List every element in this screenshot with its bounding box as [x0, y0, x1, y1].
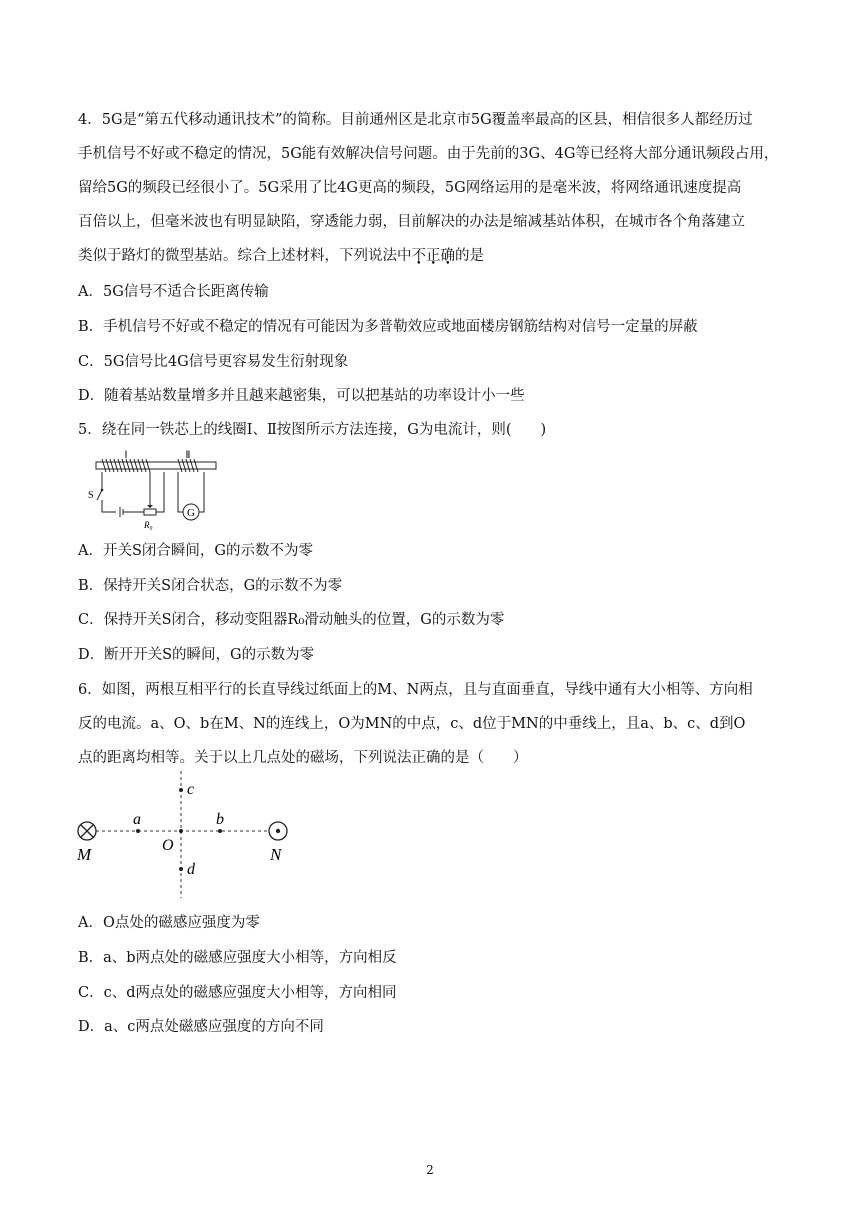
q6-option-c: C．c、d两点处的磁感应强度大小相等，方向相同 — [78, 985, 397, 1001]
q4-line-1: 4．5G是“第五代移动通讯技术”的简称。目前通州区是北京市5G覆盖率最高的区县，相信很多人都经历过 — [78, 112, 753, 128]
page-number: 2 — [426, 1163, 434, 1177]
q4-last-pre: 类似于路灯的微型基站。综合上述材料，下列说法中 — [78, 248, 412, 264]
q6-label-b: b — [216, 811, 224, 828]
q4-line-3: 留给5G的频段已经很小了。5G采用了比4G更高的频段，5G网络运用的是毫米波，将网络通讯速度提高 — [78, 180, 742, 196]
q5-label-switch: S — [88, 490, 94, 501]
q5-label-g: G — [187, 507, 195, 519]
q5-label-resistor: R₀ — [144, 520, 153, 530]
q6-label-n: N — [270, 845, 282, 864]
q4-option-c: C．5G信号比4G信号更容易发生衍射现象 — [78, 354, 349, 370]
q5-option-a: A．开关S闭合瞬间，G的示数不为零 — [78, 543, 313, 559]
q4-emph-3: 确 — [440, 248, 455, 264]
q6-line-2: 反的电流。a、O、b在M、N的连线上，O为MN的中点，c、d位于MN的中垂线上，且a、b、c、d到O — [78, 716, 746, 732]
q6-label-o: O — [162, 837, 174, 854]
q5-option-c: C．保持开关S闭合，移动变阻器R₀滑动触头的位置，G的示数为零 — [78, 612, 505, 628]
q6-wire-figure — [74, 768, 300, 900]
q6-label-d: d — [187, 861, 195, 878]
q6-option-d: D．a、c两点处磁感应强度的方向不同 — [78, 1019, 324, 1035]
q4-line-4: 百倍以上，但毫米波也有明显缺陷，穿透能力弱，目前解决的办法是缩减基站体积，在城市各个角落建立 — [78, 214, 745, 230]
q4-option-d: D．随着基站数量增多并且越来越密集，可以把基站的功率设计小一些 — [78, 388, 525, 404]
q4-last-post: 的是 — [455, 248, 484, 264]
q6-line-1: 6．如图，两根互相平行的长直导线过纸面上的M、N两点，且与直面垂直，导线中通有大小相等、方向相 — [78, 682, 753, 698]
q6-label-a: a — [133, 811, 141, 828]
q6-option-b: B．a、b两点处的磁感应强度大小相等，方向相反 — [78, 950, 397, 966]
q6-line-3: 点的距离均相等。关于以上几点处的磁场，下列说法正确的是（ ） — [78, 750, 528, 766]
q4-emph-2: 正 — [426, 248, 441, 264]
q5-circuit-figure — [86, 450, 226, 532]
q6-label-m: M — [77, 845, 92, 864]
q6-option-a: A．O点处的磁感应强度为零 — [78, 915, 260, 931]
q6-label-c: c — [187, 781, 195, 798]
q4-emph-1: 不 — [411, 248, 426, 264]
q5-label-coil2: Ⅱ — [185, 450, 191, 461]
q5-label-coil1: Ⅰ — [124, 450, 128, 461]
q4-option-a: A．5G信号不适合长距离传输 — [78, 284, 269, 300]
q4-line-5 — [78, 244, 484, 265]
q4-option-b: B．手机信号不好或不稳定的情况有可能因为多普勒效应或地面楼房钢筋结构对信号一定量的屏蔽 — [78, 319, 698, 335]
q5-stem: 5．绕在同一铁芯上的线圈Ⅰ、Ⅱ按图所示方法连接，G为电流计，则( ) — [78, 422, 547, 438]
q4-line-2: 手机信号不好或不稳定的情况，5G能有效解决信号问题。由于先前的3G、4G等已经将大部分通讯频段占用， — [78, 146, 779, 162]
q5-option-d: D．断开开关S的瞬间，G的示数为零 — [78, 647, 315, 663]
q5-option-b: B．保持开关S闭合状态，G的示数不为零 — [78, 578, 343, 594]
